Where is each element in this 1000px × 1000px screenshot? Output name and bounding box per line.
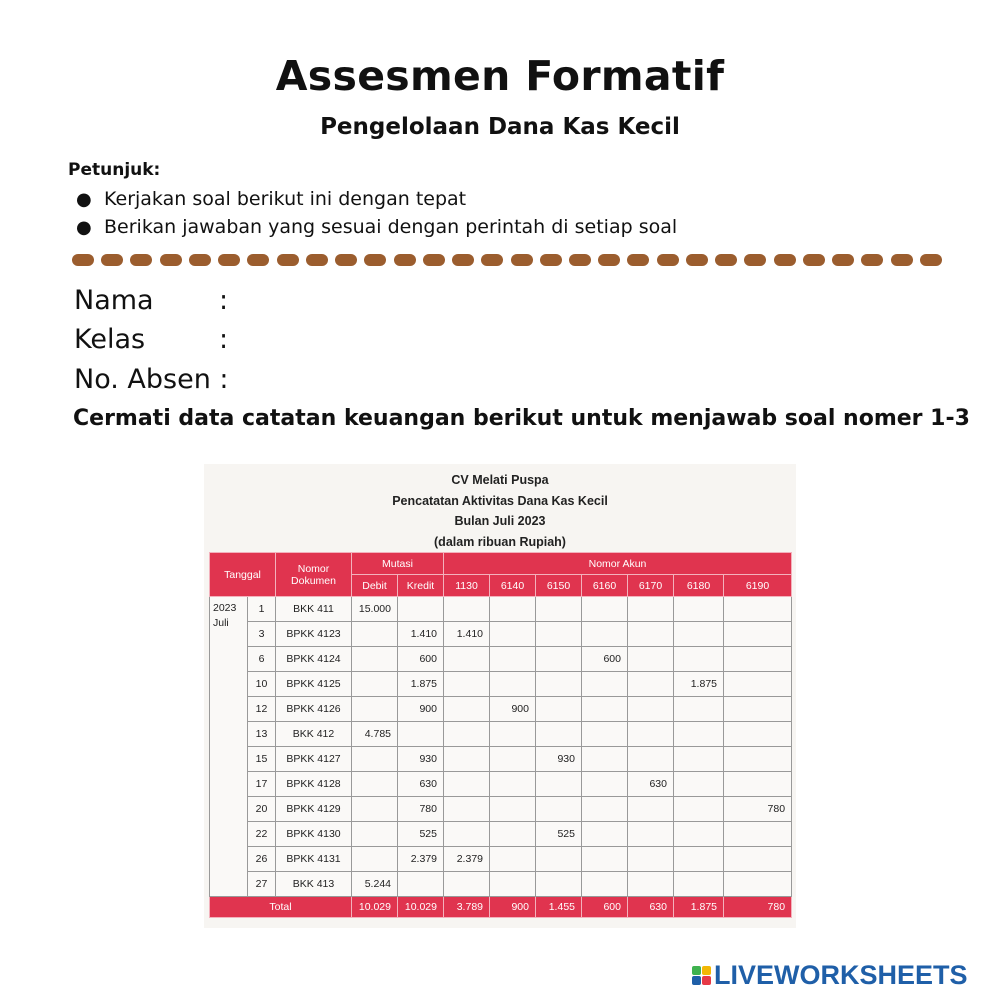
header-nomor-akun: Nomor Akun xyxy=(444,553,792,575)
cell-account-amount xyxy=(674,597,724,622)
cell-account-amount xyxy=(674,622,724,647)
table-row xyxy=(210,697,792,722)
cell-account-amount xyxy=(628,872,674,897)
cell-account-amount: 525 xyxy=(536,822,582,847)
cell-day: 15 xyxy=(248,747,276,772)
bullet-icon: ● xyxy=(76,217,92,238)
cell-account-amount xyxy=(674,847,724,872)
cell-account-amount xyxy=(724,597,792,622)
cell-account-amount xyxy=(628,672,674,697)
dash-segment xyxy=(774,254,796,266)
cell-account-amount xyxy=(582,847,628,872)
field-nama xyxy=(74,284,228,318)
header-account: 6190 xyxy=(724,575,792,597)
cell-account-amount xyxy=(490,672,536,697)
cell-day: 13 xyxy=(248,722,276,747)
cell-account-amount xyxy=(628,747,674,772)
cell-account-amount xyxy=(536,647,582,672)
dash-segment xyxy=(686,254,708,266)
cell-account-amount xyxy=(582,822,628,847)
cell-kredit: 525 xyxy=(398,822,444,847)
cell-document: BPKK 4127 xyxy=(276,747,352,772)
cell-document: BKK 413 xyxy=(276,872,352,897)
cell-account-amount xyxy=(628,847,674,872)
dash-segment xyxy=(423,254,445,266)
cell-account-amount xyxy=(674,797,724,822)
cell-account-amount xyxy=(582,697,628,722)
table-row xyxy=(210,847,792,872)
liveworksheets-logo-icon xyxy=(692,966,711,985)
header-kredit: Kredit xyxy=(398,575,444,597)
cell-account-amount xyxy=(674,747,724,772)
total-account: 630 xyxy=(628,897,674,918)
ledger-company: CV Melati Puspa xyxy=(451,473,549,487)
total-account: 600 xyxy=(582,897,628,918)
cell-account-amount xyxy=(444,647,490,672)
cell-account-amount xyxy=(724,647,792,672)
logo-square xyxy=(702,976,711,985)
cell-account-amount xyxy=(724,772,792,797)
dashed-divider xyxy=(72,254,942,268)
cell-account-amount: 600 xyxy=(582,647,628,672)
table-row xyxy=(210,822,792,847)
cell-account-amount xyxy=(490,847,536,872)
table-row xyxy=(210,872,792,897)
cell-account-amount xyxy=(536,847,582,872)
header-account: 6170 xyxy=(628,575,674,597)
cell-account-amount: 930 xyxy=(536,747,582,772)
dash-segment xyxy=(130,254,152,266)
cell-account-amount xyxy=(536,772,582,797)
cell-account-amount: 900 xyxy=(490,697,536,722)
field-label: Nama xyxy=(74,285,154,316)
logo-square xyxy=(692,976,701,985)
cell-day: 10 xyxy=(248,672,276,697)
table-row xyxy=(210,772,792,797)
cell-document: BPKK 4128 xyxy=(276,772,352,797)
cell-debit xyxy=(352,647,398,672)
cell-account-amount xyxy=(582,622,628,647)
table-row xyxy=(210,722,792,747)
ledger-unit: (dalam ribuan Rupiah) xyxy=(434,535,566,549)
cell-debit: 4.785 xyxy=(352,722,398,747)
dash-segment xyxy=(189,254,211,266)
cell-account-amount xyxy=(582,722,628,747)
cell-account-amount: 780 xyxy=(724,797,792,822)
dash-segment xyxy=(277,254,299,266)
cell-document: BPKK 4129 xyxy=(276,797,352,822)
question-prompt: Cermati data catatan keuangan berikut untuk menjawab soal nomer 1-3 xyxy=(73,406,970,431)
ledger-photo xyxy=(204,464,796,928)
header-mutasi: Mutasi xyxy=(352,553,444,575)
cell-account-amount: 1.410 xyxy=(444,622,490,647)
brand-text: LIVEWORKSHEETS xyxy=(714,960,968,990)
field-kelas xyxy=(74,323,228,357)
cell-account-amount xyxy=(628,622,674,647)
dash-segment xyxy=(598,254,620,266)
cell-account-amount xyxy=(536,697,582,722)
field-label: Kelas xyxy=(74,324,146,355)
field-absen xyxy=(74,363,229,397)
cell-account-amount xyxy=(674,697,724,722)
cell-account-amount xyxy=(582,672,628,697)
cell-day: 20 xyxy=(248,797,276,822)
cell-debit xyxy=(352,822,398,847)
header-account: 6180 xyxy=(674,575,724,597)
header-tanggal: Tanggal xyxy=(210,553,276,597)
instruction-text: Kerjakan soal berikut ini dengan tepat xyxy=(104,188,467,210)
cell-account-amount xyxy=(724,822,792,847)
page-subtitle: Pengelolaan Dana Kas Kecil xyxy=(320,114,680,140)
cell-account-amount xyxy=(444,772,490,797)
cell-account-amount xyxy=(490,822,536,847)
header-account: 6140 xyxy=(490,575,536,597)
instruction-item xyxy=(76,185,677,213)
cell-account-amount xyxy=(724,847,792,872)
header-account: 6160 xyxy=(582,575,628,597)
dash-segment xyxy=(832,254,854,266)
cell-account-amount xyxy=(724,672,792,697)
cell-account-amount xyxy=(674,822,724,847)
cell-document: BKK 412 xyxy=(276,722,352,747)
cell-account-amount xyxy=(724,722,792,747)
dash-segment xyxy=(306,254,328,266)
cell-account-amount xyxy=(628,697,674,722)
cell-account-amount xyxy=(582,772,628,797)
dash-segment xyxy=(627,254,649,266)
cell-account-amount xyxy=(444,797,490,822)
cell-account-amount xyxy=(628,822,674,847)
cell-account-amount xyxy=(490,722,536,747)
total-account: 900 xyxy=(490,897,536,918)
cell-document: BPKK 4123 xyxy=(276,622,352,647)
dash-segment xyxy=(715,254,737,266)
cell-debit: 5.244 xyxy=(352,872,398,897)
cell-account-amount xyxy=(724,872,792,897)
cell-day: 22 xyxy=(248,822,276,847)
cell-account-amount xyxy=(444,697,490,722)
cell-day: 17 xyxy=(248,772,276,797)
field-label: No. Absen : xyxy=(74,364,229,395)
cell-kredit xyxy=(398,872,444,897)
cell-kredit xyxy=(398,722,444,747)
cell-account-amount xyxy=(582,747,628,772)
cell-debit xyxy=(352,797,398,822)
date-year-month xyxy=(210,597,248,897)
cell-account-amount xyxy=(490,797,536,822)
cell-account-amount xyxy=(490,597,536,622)
instructions-heading: Petunjuk: xyxy=(68,160,161,180)
cell-debit xyxy=(352,672,398,697)
dash-segment xyxy=(744,254,766,266)
cell-kredit: 900 xyxy=(398,697,444,722)
field-separator: : xyxy=(219,285,229,316)
cell-account-amount xyxy=(674,722,724,747)
cell-document: BPKK 4131 xyxy=(276,847,352,872)
total-account: 780 xyxy=(724,897,792,918)
cell-account-amount xyxy=(536,672,582,697)
table-row xyxy=(210,797,792,822)
dash-segment xyxy=(160,254,182,266)
cell-account-amount xyxy=(536,722,582,747)
cell-debit xyxy=(352,847,398,872)
instruction-item xyxy=(76,213,677,241)
header-debit: Debit xyxy=(352,575,398,597)
cell-document: BPKK 4124 xyxy=(276,647,352,672)
cell-account-amount: 1.875 xyxy=(674,672,724,697)
cell-kredit: 2.379 xyxy=(398,847,444,872)
cell-account-amount xyxy=(582,597,628,622)
table-row xyxy=(210,597,792,622)
cell-kredit: 1.875 xyxy=(398,672,444,697)
logo-square xyxy=(692,966,701,975)
dash-segment xyxy=(364,254,386,266)
cell-account-amount xyxy=(628,597,674,622)
cell-account-amount xyxy=(536,872,582,897)
cell-account-amount xyxy=(582,872,628,897)
cell-day: 3 xyxy=(248,622,276,647)
dash-segment xyxy=(247,254,269,266)
cell-account-amount xyxy=(674,647,724,672)
instructions-list xyxy=(76,185,677,241)
cell-document: BPKK 4125 xyxy=(276,672,352,697)
cell-account-amount xyxy=(444,672,490,697)
cell-debit xyxy=(352,697,398,722)
cell-account-amount xyxy=(490,622,536,647)
liveworksheets-brand xyxy=(692,960,968,991)
cell-account-amount xyxy=(444,722,490,747)
cell-day: 12 xyxy=(248,697,276,722)
bullet-icon: ● xyxy=(76,189,92,210)
ledger-period: Bulan Juli 2023 xyxy=(454,514,546,528)
dash-segment xyxy=(803,254,825,266)
dash-segment xyxy=(511,254,533,266)
cell-kredit: 780 xyxy=(398,797,444,822)
header-account: 6150 xyxy=(536,575,582,597)
cell-kredit: 630 xyxy=(398,772,444,797)
cell-account-amount xyxy=(490,872,536,897)
total-kredit: 10.029 xyxy=(398,897,444,918)
cell-account-amount: 2.379 xyxy=(444,847,490,872)
table-row xyxy=(210,622,792,647)
cell-debit: 15.000 xyxy=(352,597,398,622)
dash-segment xyxy=(101,254,123,266)
dash-segment xyxy=(452,254,474,266)
instruction-text: Berikan jawaban yang sesuai dengan perintah di setiap soal xyxy=(104,216,678,238)
ledger-title: Pencatatan Aktivitas Dana Kas Kecil xyxy=(392,494,608,508)
dash-segment xyxy=(335,254,357,266)
dash-segment xyxy=(394,254,416,266)
cell-account-amount xyxy=(490,647,536,672)
month: Juli xyxy=(213,617,229,629)
cell-debit xyxy=(352,772,398,797)
header-account: 1130 xyxy=(444,575,490,597)
field-separator: : xyxy=(219,324,229,355)
dash-segment xyxy=(569,254,591,266)
cell-account-amount xyxy=(490,747,536,772)
cell-account-amount xyxy=(444,822,490,847)
dash-segment xyxy=(218,254,240,266)
cell-debit xyxy=(352,747,398,772)
dash-segment xyxy=(861,254,883,266)
cell-account-amount: 630 xyxy=(628,772,674,797)
dash-segment xyxy=(891,254,913,266)
cell-account-amount xyxy=(490,772,536,797)
year: 2023 xyxy=(213,602,237,614)
total-row xyxy=(210,897,792,918)
cell-account-amount xyxy=(444,872,490,897)
cell-account-amount xyxy=(444,597,490,622)
cell-kredit xyxy=(398,597,444,622)
dash-segment xyxy=(657,254,679,266)
total-account: 1.455 xyxy=(536,897,582,918)
page-title: Assesmen Formatif xyxy=(275,52,725,100)
cell-account-amount xyxy=(536,797,582,822)
dash-segment xyxy=(481,254,503,266)
dash-segment xyxy=(920,254,942,266)
cell-account-amount xyxy=(628,722,674,747)
cell-account-amount xyxy=(724,697,792,722)
total-debit: 10.029 xyxy=(352,897,398,918)
total-label: Total xyxy=(210,897,352,918)
cell-account-amount xyxy=(724,747,792,772)
cell-account-amount xyxy=(724,622,792,647)
header-nomor-dokumen: Nomor Dokumen xyxy=(276,553,352,597)
cell-document: BPKK 4130 xyxy=(276,822,352,847)
logo-square xyxy=(702,966,711,975)
dash-segment xyxy=(72,254,94,266)
cell-document: BPKK 4126 xyxy=(276,697,352,722)
cell-account-amount xyxy=(444,747,490,772)
cell-debit xyxy=(352,622,398,647)
table-row xyxy=(210,647,792,672)
table-row xyxy=(210,747,792,772)
total-account: 3.789 xyxy=(444,897,490,918)
cell-account-amount xyxy=(628,797,674,822)
dash-segment xyxy=(540,254,562,266)
cell-account-amount xyxy=(628,647,674,672)
cell-day: 26 xyxy=(248,847,276,872)
cell-kredit: 930 xyxy=(398,747,444,772)
cell-account-amount xyxy=(536,597,582,622)
cell-account-amount xyxy=(582,797,628,822)
total-account: 1.875 xyxy=(674,897,724,918)
cell-kredit: 1.410 xyxy=(398,622,444,647)
ledger-table xyxy=(209,552,792,918)
cell-account-amount xyxy=(536,622,582,647)
table-row xyxy=(210,672,792,697)
cell-document: BKK 411 xyxy=(276,597,352,622)
cell-account-amount xyxy=(674,772,724,797)
cell-kredit: 600 xyxy=(398,647,444,672)
cell-day: 27 xyxy=(248,872,276,897)
cell-day: 6 xyxy=(248,647,276,672)
cell-account-amount xyxy=(674,872,724,897)
cell-day: 1 xyxy=(248,597,276,622)
